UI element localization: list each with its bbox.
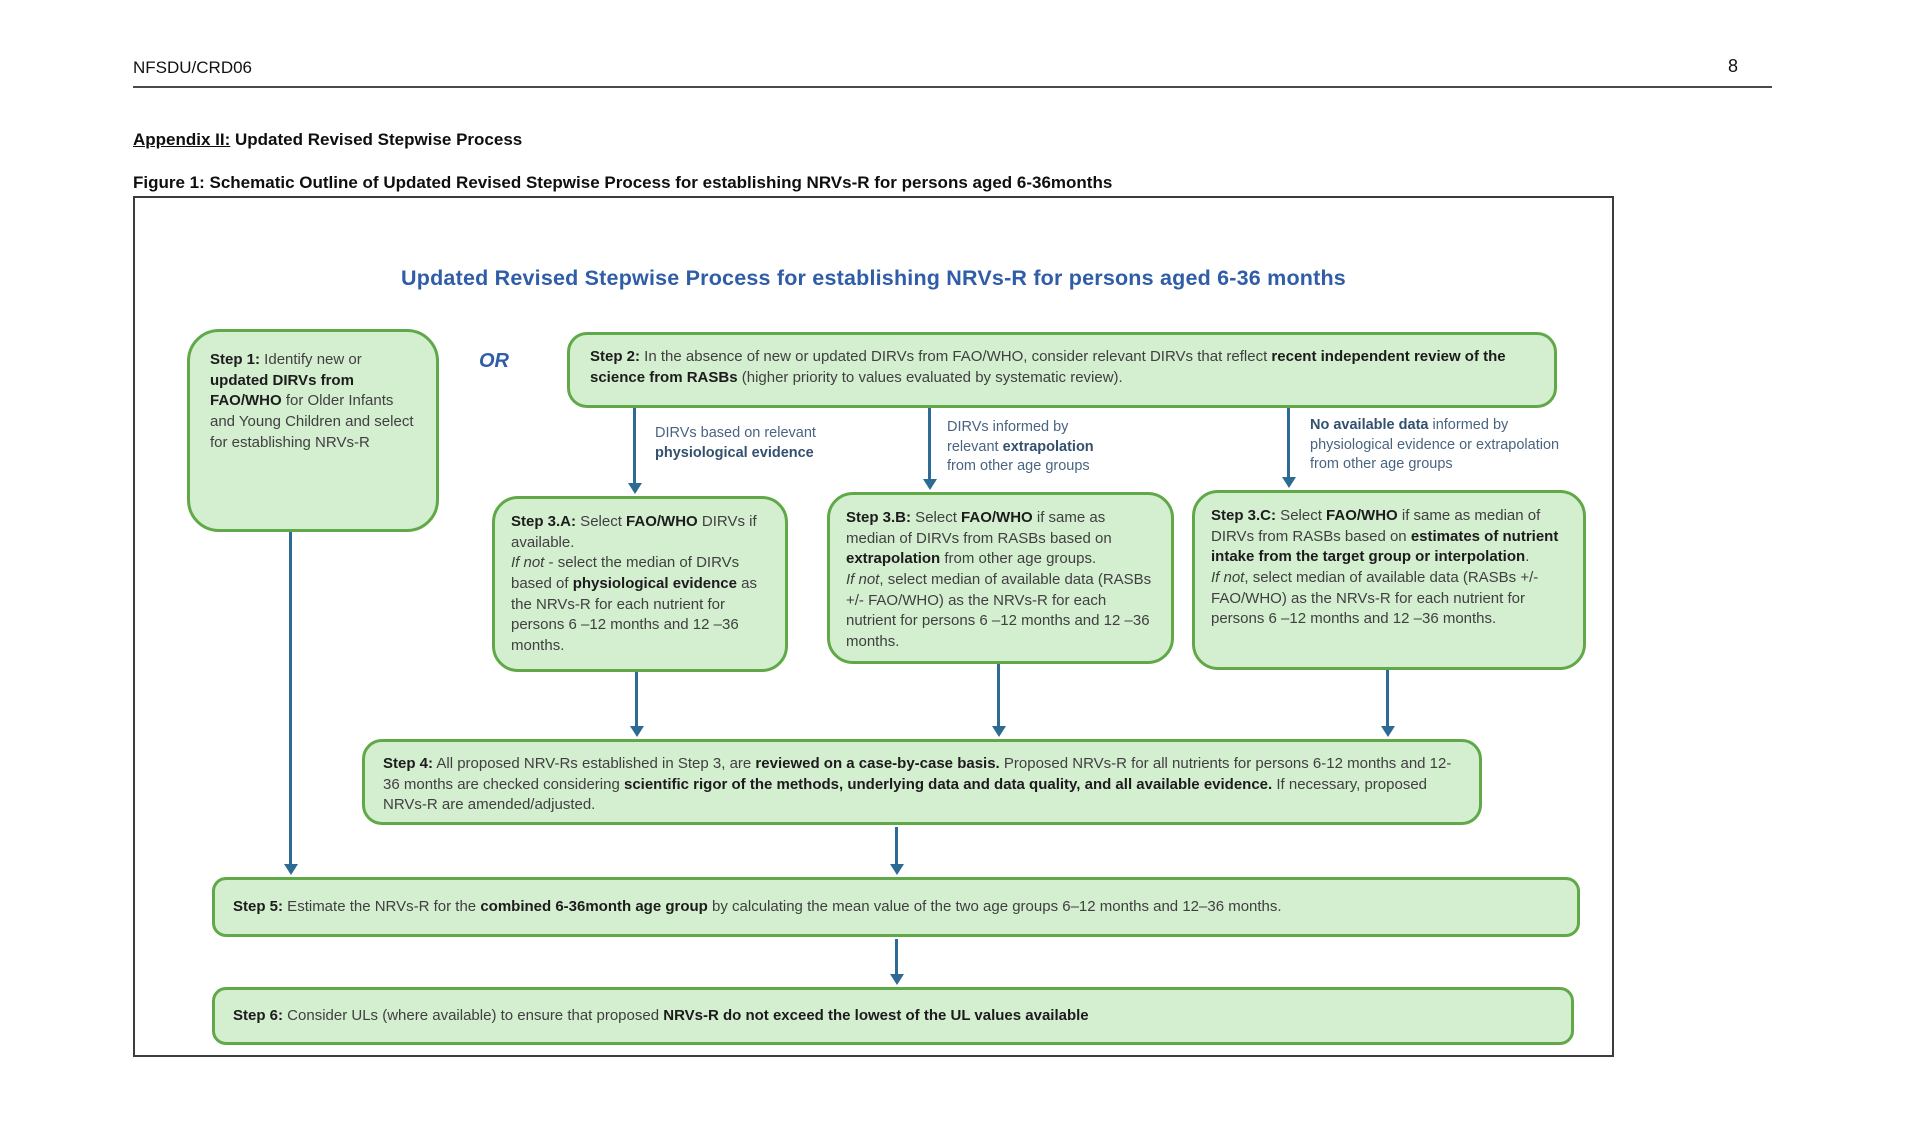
step-4-box: Step 4: All proposed NRV-Rs established in Step 3, are reviewed on a case-by-case basis. Proposed NRVs-R for all nutrients for persons 6-12 months and 12-36 months are checked considering scientific rigor of the methods, underlying data and data quality, and all available evidence. If necessary, proposed NRVs-R are amended/adjusted. <box>362 739 1482 825</box>
arrow-step3c-to-step4 <box>1386 670 1389 727</box>
branch-label-no-data: No available data informed by physiological evidence or extrapolation from other age groups <box>1310 417 1560 473</box>
step-3a-box: Step 3.A: Select FAO/WHO DIRVs if available. If not - select the median of DIRVs based of physiological evidence as the NRVs-R for each nutrient for persons 6 –12 months and 12 –36 months. <box>492 496 788 672</box>
step-6-box <box>212 987 1574 1045</box>
header-divider <box>133 86 1772 88</box>
step-6-text: Step 6: Consider ULs (where available) to ensure that proposed NRVs-R do not exceed the lowest of the UL values available <box>233 1006 1089 1024</box>
page-number: 8 <box>1728 56 1739 76</box>
step-5-text: Step 5: Estimate the NRVs-R for the combined 6-36month age group by calculating the mean value of the two age groups 6–12 months and 12–36 months. <box>233 897 1282 915</box>
arrow-step4-to-step5 <box>895 827 898 865</box>
document-code: NFSDU/CRD06 <box>133 58 253 77</box>
arrow-step1-to-step5 <box>289 532 292 865</box>
arrow-step2-to-step3c <box>1287 408 1290 478</box>
arrow-step3b-to-step4 <box>997 664 1000 727</box>
flowchart-figure <box>133 196 1614 1057</box>
step-2-box: Step 2: In the absence of new or updated DIRVs from FAO/WHO, consider relevant DIRVs that reflect recent independent review of the science from RASBs (higher priority to values evaluated by systematic review). <box>567 332 1557 408</box>
arrow-step2-to-step3b <box>928 408 931 480</box>
arrow-step3a-to-step4 <box>635 672 638 727</box>
step-3c-box: Step 3.C: Select FAO/WHO if same as median of DIRVs from RASBs based on estimates of nutrient intake from the target group or interpolation. If not, select median of available data (RASBs +/- FAO/WHO) as the NRVs-R for each nutrient for persons 6 –12 months and 12 –36 months. <box>1192 490 1586 670</box>
arrow-step2-to-step3a <box>633 408 636 484</box>
appendix-heading <box>133 130 522 150</box>
step-3b-box: Step 3.B: Select FAO/WHO if same as median of DIRVs from RASBs based on extrapolation from other age groups. If not, select median of available data (RASBs +/- FAO/WHO) as the NRVs-R for each nutrient for persons 6 –12 months and 12 –36 months. <box>827 492 1174 664</box>
figure-caption: Figure 1: Schematic Outline of Updated Revised Stepwise Process for establishing NRVs-R for persons aged 6-36months <box>133 173 1113 192</box>
step-1-box: Step 1: Identify new or updated DIRVs from FAO/WHO for Older Infants and Young Children and select for establishing NRVs-R <box>187 329 439 532</box>
branch-label-physiological: DIRVs based on relevant physiological evidence <box>655 425 816 461</box>
or-label: OR <box>479 350 509 372</box>
arrow-step5-to-step6 <box>895 939 898 975</box>
diagram-title: Updated Revised Stepwise Process for establishing NRVs-R for persons aged 6-36 months <box>401 266 1346 290</box>
branch-label-extrapolation: DIRVs informed by relevant extrapolation from other age groups <box>947 419 1094 475</box>
step-5-box <box>212 877 1580 937</box>
appendix-title: Updated Revised Stepwise Process <box>230 130 523 149</box>
appendix-label: Appendix II: <box>133 130 231 149</box>
